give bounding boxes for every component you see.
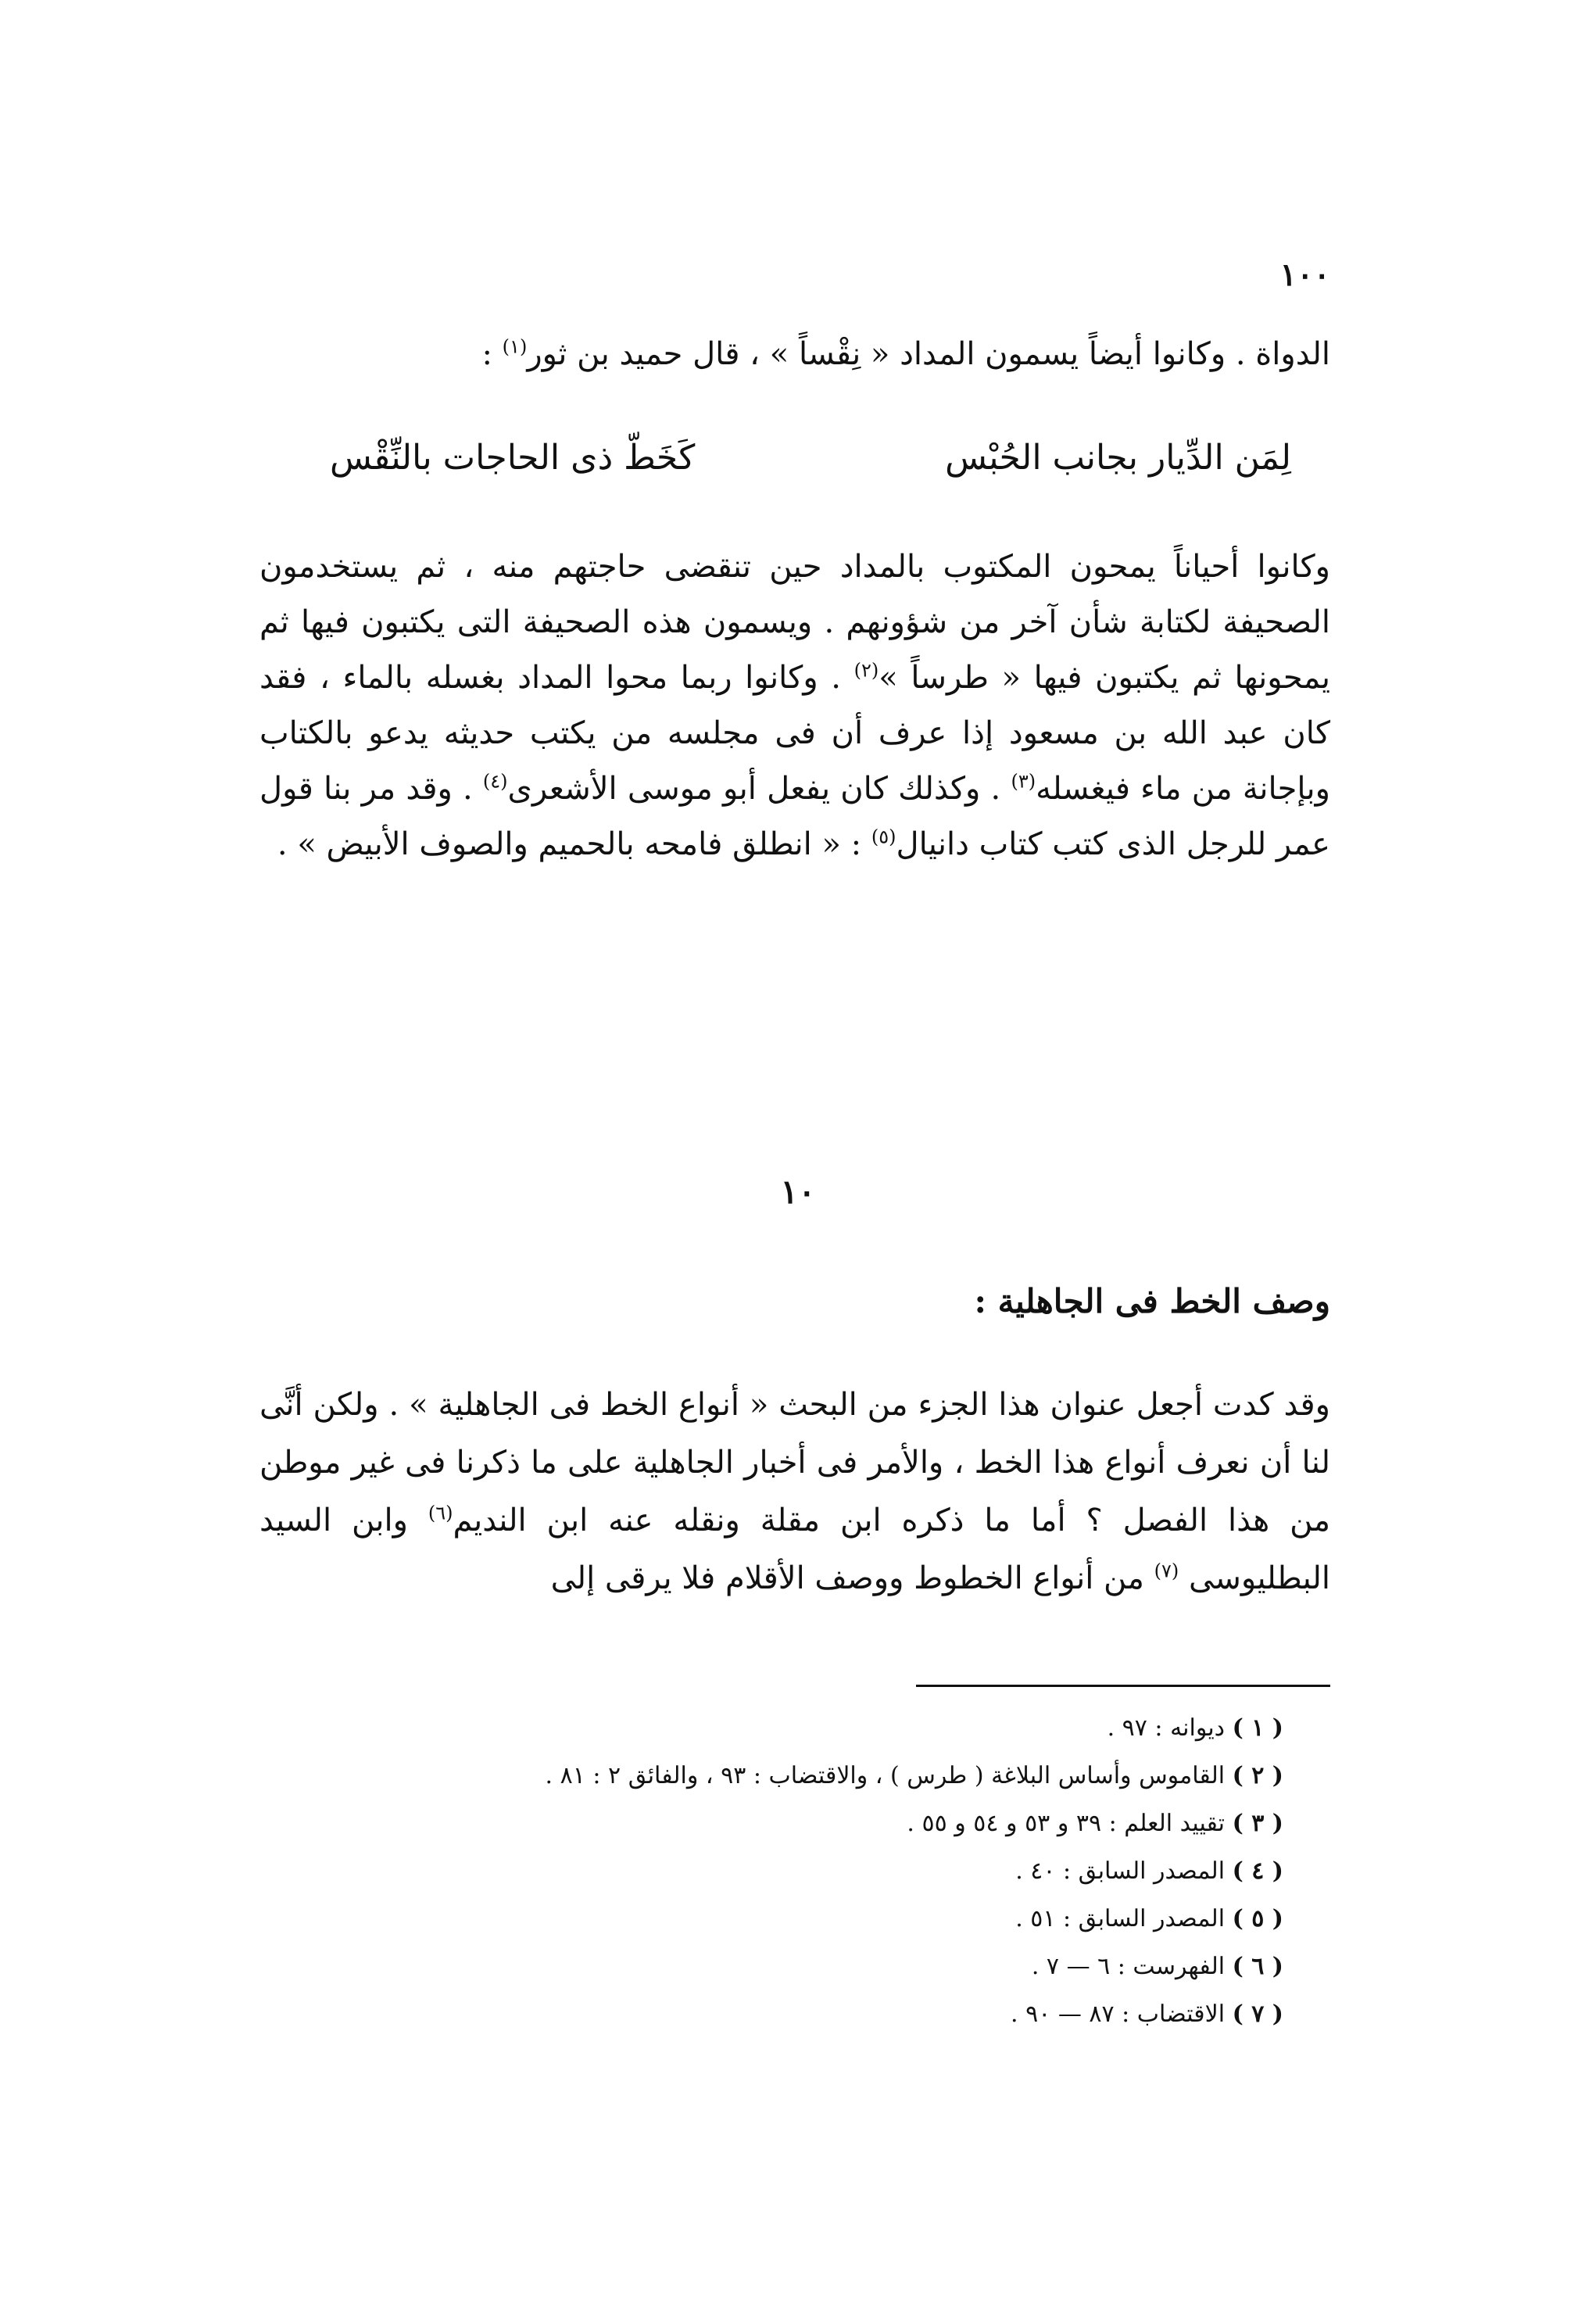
footnote-text: المصدر السابق : ٥١ . <box>1015 1905 1226 1932</box>
paragraph-2-part-2: . وكانوا ربما محوا المداد بغسله بالماء ، فقد كان عبد الله بن مسعود إذا عرف أن فى مجلسه من يكتب حديثه يدعو بالكتاب وبإجانة من ماء فيغسله <box>259 660 1330 807</box>
footnote-ref-3: (٣) <box>1011 770 1036 793</box>
paragraph-2-part-3: . وكذلك كان يفعل أبو موسى الأشعرى <box>507 771 1001 807</box>
footnote-ref-6: (٦) <box>428 1502 453 1524</box>
paragraph-2-part-1: وكانوا أحياناً يمحون المكتوب بالمداد حين تنقضى حاجتهم منه ، ثم يستخدمون الصحيفة لكتابة شأن آخر من شؤونهم . ويسمون هذه الصحيفة التى يكتبون فيها ثم يمحونها ثم يكتبون فيها « طرساً » <box>259 549 1330 696</box>
footnote-text: الاقتضاب : ٨٧ — ٩٠ . <box>1011 2000 1226 2028</box>
footnote-divider <box>916 1685 1330 1687</box>
footnote-item <box>267 1800 1283 1847</box>
footnote-item <box>267 1943 1283 1990</box>
footnote-item <box>267 1990 1283 2038</box>
footnote-text: تقييد العلم : ٣٩ و ٥٣ و ٥٤ و ٥٥ . <box>907 1810 1226 1837</box>
footnote-item <box>267 1704 1283 1752</box>
page-number: ١٠٠ <box>1279 256 1330 293</box>
footnote-item <box>267 1847 1283 1895</box>
footnote-mark: ( ٤ ) <box>1232 1857 1283 1885</box>
footnote-mark: ( ٧ ) <box>1232 2000 1283 2028</box>
footnote-text: الفهرست : ٦ — ٧ . <box>1031 1953 1226 1980</box>
footnote-ref-4: (٤) <box>482 770 508 793</box>
footnote-mark: ( ٥ ) <box>1232 1905 1283 1932</box>
paragraph-3-part-2: وابن السيد البطليوسى <box>259 1503 1330 1596</box>
footnote-mark: ( ٦ ) <box>1232 1953 1283 1980</box>
footnote-item <box>267 1895 1283 1943</box>
section-number: ١٠ <box>780 1173 816 1211</box>
verse-first-hemistich: لِمَن الدِّيار بجانب الحُبْس <box>945 438 1291 478</box>
paragraph-3-part-3: من أنواع الخطوط ووصف الأقلام فلا يرقى إلى <box>550 1560 1144 1596</box>
footnote-mark: ( ٢ ) <box>1232 1762 1283 1789</box>
verse-second-hemistich: كَخَطّ ذى الحاجات بالنِّقْس <box>330 438 696 478</box>
footnote-item <box>267 1752 1283 1800</box>
footnote-ref-2: (٢) <box>853 659 879 682</box>
footnote-text: المصدر السابق : ٤٠ . <box>1015 1857 1226 1885</box>
paragraph-script-types <box>259 1376 1330 1607</box>
paragraph-erasing-ink <box>259 539 1330 872</box>
poetry-verse <box>330 438 1291 500</box>
paragraph-3-part-1: وقد كدت أجعل عنوان هذا الجزء من البحث « أنواع الخط فى الجاهلية » . ولكن أنَّى لنا أن نعرف أنواع هذا الخط ، والأمر فى أخبار الجاهلية على ما ذكرنا فى غير موطن من هذا الفصل ؟ أما ما ذكره ابن مقلة ونقله عنه ابن النديم <box>259 1387 1330 1538</box>
footnote-ref-5: (٥) <box>871 826 896 848</box>
footnote-ref-7: (٧) <box>1154 1560 1179 1582</box>
footnotes-list <box>267 1704 1283 2038</box>
footnote-ref-1: (١) <box>502 335 528 358</box>
paragraph-intro-text: الدواة . وكانوا أيضاً يسمون المداد « نِقْساً » ، قال حميد بن ثور <box>527 336 1330 372</box>
footnote-mark: ( ٣ ) <box>1232 1810 1283 1837</box>
footnote-text: ديوانه : ٩٧ . <box>1107 1714 1226 1742</box>
section-heading: وصف الخط فى الجاهلية : <box>974 1282 1330 1320</box>
paragraph-intro-colon: : <box>481 336 492 372</box>
footnote-mark: ( ١ ) <box>1232 1714 1283 1742</box>
footnote-text: القاموس وأساس البلاغة ( طرس ) ، والاقتضاب : ٩٣ ، والفائق ٢ : ٨١ . <box>545 1762 1226 1789</box>
paragraph-intro <box>259 327 1330 381</box>
paragraph-2-part-4: . وقد مر بنا قول عمر للرجل الذى كتب كتاب دانيال <box>259 771 1330 862</box>
paragraph-2-part-5: : « انطلق فامحه بالحميم والصوف الأبيض » . <box>277 826 862 862</box>
